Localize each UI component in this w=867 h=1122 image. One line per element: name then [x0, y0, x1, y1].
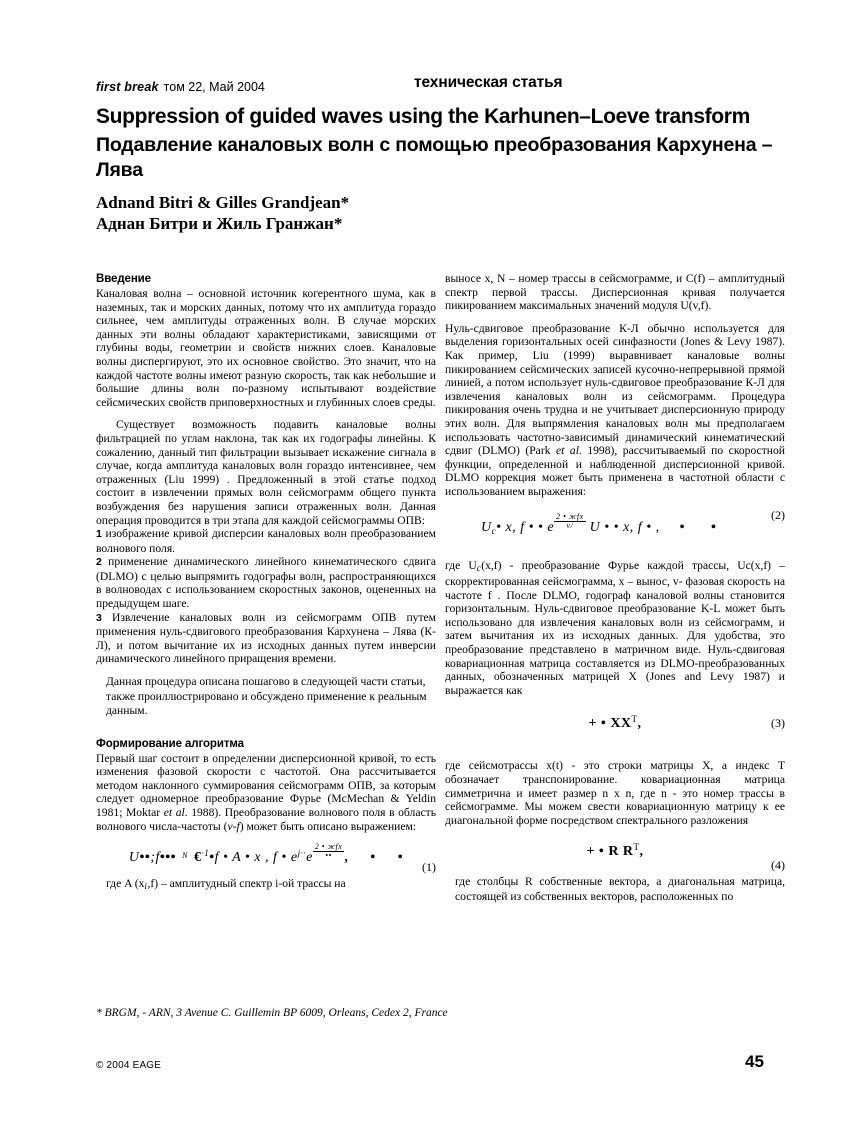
authors-english: Adnand Bitri & Gilles Grandjean* [96, 193, 350, 212]
paragraph [96, 752, 436, 834]
equation-2-body: $U_c•$ x, f • • e $\frac{\text{2 • жfx}}{v/}$ U • • x, f • , • • [481, 511, 717, 536]
equation-term: + • R R [586, 844, 634, 860]
list-item-number: 2 [96, 556, 102, 569]
section-kicker: техническая статья [414, 74, 563, 91]
list-item [96, 611, 436, 666]
fraction-numerator: 2 • жfx [556, 511, 584, 521]
authors-russian: Аднан Битри и Жиль Гранжан* [96, 214, 343, 233]
left-column [96, 272, 436, 894]
caption-text: ,f) – амплитудный спектр i-ой трассы на [147, 877, 346, 891]
paragraph-text: Нуль-сдвиговое преобразование К-Л обычно используется для выделения горизонтальных осей синфазности (Jones & Levy 1987). Как пример, Liu (1999) выравнивает каналовые волны пикированием сейсмических записей кусочно-непрерывной прямой линией, а потом использует нуль-сдвиговое преобразование К-Л для извлечения каналовых волн из сейсмограмм. Процедура пикирования очень трудна и не учитывает дисперсионную природу этих волн. Для выпрямления каналовых волн мы предполагаем использовать частотно-зависимый динамический кинематический сдвиг (DLMO) (Park [445, 321, 785, 458]
paragraph: выносе x, N – номер трассы в сейсмограмме, и C(f) – амплитудный спектр первой трассы. Дисперсионная кривая получается пикированием максимальных значений модуля U(v,f). [445, 272, 785, 313]
paragraph [445, 322, 785, 499]
journal-name: first break [96, 80, 159, 94]
equation-1-caption [106, 877, 436, 894]
list-item [96, 555, 436, 610]
paragraph-text: . 1988). Преобразование волнового поля в область волнового числа-частоты ( [96, 805, 436, 833]
equation-3-body [445, 713, 785, 731]
list-item-number: 3 [96, 611, 102, 624]
paragraph-emphasis: et al [556, 444, 579, 458]
fraction-denominator: v/ [566, 520, 574, 530]
paragraph-emphasis: v-f [227, 819, 240, 833]
list-item-number: 1 [96, 528, 102, 541]
paragraph-text: . 1998), рассчитываемый по скоростной функции, определенной и наблюденной дисперсионной кривой. DLMO коррекция может быть применена в частотной области с использованием выражения: [445, 444, 785, 498]
sum-upper-limit: N [182, 851, 188, 861]
paragraph-text: (x,f) - преобразование Фурье каждой трассы, Uc(x,f) – скорректированная сейсмограмма, x – вынос, v- фазовая скорость на частоте f . После DLMO, годограф каналовой волны становится горизонтальным. Нуль-сдвиговое преобразование K-L может быть использовано для извлечения каналовых волн из сейсмограмм, и затем вычитания их из исходных данных. Для удобства, это преобразование представлено в матричном виде. Нуль-сдвиговая ковариационная матрица составляется из DLMO-преобразованных данных, обозначенных матрицей X (Jones and Levy 1987) и выражается как [445, 558, 785, 697]
paragraph-text: ) может быть описано выражением: [239, 819, 417, 833]
fraction-numerator: 2 • жfx [314, 842, 343, 852]
paragraph-text: Первый шаг состоит в определении дисперсионной кривой, то есть изменения фазовой скорости с частотой. Она рассчитывается методом наклонного суммирования сейсмограмм ОПВ, за которым следует одномерное преобразование Фурье (McMechan & Yeldin 1981; Moktar [96, 751, 436, 819]
equation-term: • x, f • • e [496, 519, 555, 535]
equation-term: , [637, 716, 642, 732]
equation-term: f [155, 850, 160, 866]
equation-2 [445, 507, 785, 539]
equation-subscript: c [491, 525, 497, 536]
equation-4-body [445, 841, 785, 859]
paragraph: где сейсмотрассы x(t) - это строки матрицы X, а индекс T обозначает транспонирование. ковариационная матрица симметрична и имеет размер n x n, где n - это номер трассы в сейсмограмме. Мы можем свести ковариационную матрицу к ее диагональной форме посредством спектрального разложения [445, 759, 785, 827]
list-item-label: изображение кривой дисперсии каналовых волн преобразованием волнового поля. [96, 527, 436, 555]
list-item-label: Извлечение каналовых волн из сейсмограмм ОПВ путем применения нуль-сдвигового преобразования Кархунена – Лява (К-Л), и потом вычитание их из исходных данных путем инверсии динамического линейного приращения времени. [96, 610, 436, 666]
equation-4-number: (4) [771, 858, 785, 873]
footnote-affiliation: * BRGM, - ARN, 3 Avenue C. Guillemin BP 6009, Orleans, Cedex 2, France [96, 1007, 448, 1019]
equation-3 [445, 713, 785, 739]
list-item-label: применение динамического линейного кинематического сдвига (DLMO) с целью выпрямить годографы волн, распространяющихся в волноводах с использованием скоростных законов, оцененных на предыдущем шаге. [96, 555, 436, 611]
equation-4 [445, 841, 785, 873]
equation-1-body: U••;f••• N €$^{\cdot 1}$•f • A • x , f • $e^{j\cdot\cdot}e$ $\frac{\text{2 • жfx}}{••}$ , • • [128, 842, 404, 866]
equation-term: U • • x, f • , [589, 519, 660, 535]
equation-fraction [554, 513, 586, 530]
paragraph: Данная процедура описана пошагово в следующей части статьи, также проиллюстрировано и обсуждено применение к реальным данным. [106, 675, 427, 718]
paragraph-subscript: c [476, 562, 482, 573]
fraction-denominator: •• [325, 851, 332, 861]
paragraph: где столбцы R собственные вектора, а диагональная матрица, состоящей из собственных векторов, расположенных по [455, 875, 785, 903]
equation-1-number: (1) [422, 860, 436, 875]
equation-3-number: (3) [771, 716, 785, 731]
equation-superscript: T [633, 842, 640, 853]
heading-introduction: Введение [96, 273, 151, 285]
paragraph: Каналовая волна – основной источник когерентного шума, как в наземных, так и морских данных, потому что их амплитуда гораздо сильнее, чем амплитуды отраженных волн. В случае морских данных эти волны обладают характеристиками, зависящими от глубины воды, геометрии и свойств нижних слоев. Каналовые волны диспергируют, это их основное свойство. Это значит, что на каждой частоте волны имеют разную скорость, так как небольшие и большие длины волн по-разному испытывают воздействие сейсмических свойств приповерхностных и глубинных слоев среды. [96, 287, 436, 409]
title-russian: Подавление каналовых волн с помощью преобразования Кархунена – Лява [96, 134, 773, 181]
title-block [96, 103, 786, 183]
caption-text: где A (x [106, 877, 145, 891]
list-item [96, 527, 436, 555]
issue-info: том 22, Май 2004 [163, 80, 265, 94]
paragraph-text: где U [445, 558, 477, 572]
equation-term: U [481, 519, 492, 535]
caption-subscript: i [144, 881, 148, 892]
equation-term: f • A • x , f • e [214, 850, 298, 866]
equation-sum-limits [180, 852, 190, 860]
equation-term: + • XX [588, 716, 632, 732]
equation-1 [96, 842, 436, 875]
equation-fraction [313, 843, 345, 860]
title-english: Suppression of guided waves using the Karhunen–Loeve transform [96, 105, 750, 128]
footer-copyright: © 2004 EAGE [96, 1060, 162, 1071]
paragraph: Существует возможность подавить каналовые волны фильтрацией по углам наклона, так как их годографы линейны. К сожалению, данный тип фильтрации вызывает искажение сигнала в случае, когда амплитуда каналовых волн гораздо интенсивнее, чем отраженных (Liu 1999) . Предложенный в этой статье подход состоит в извлечении прямых волн сейсмограмм общего пункта возбуждения без нарушения записи отраженных волн. Данная операция проводится в три этапа для каждой сейсмограммы ОПВ: [96, 418, 436, 527]
equation-superscript: T [631, 714, 638, 725]
authors-block [96, 192, 696, 234]
equation-term: U [128, 850, 140, 866]
paragraph [445, 559, 785, 698]
paragraph-emphasis: et al [163, 805, 185, 819]
footer-page-number: 45 [745, 1052, 764, 1071]
heading-algorithm: Формирование алгоритма [96, 737, 244, 750]
right-column [445, 272, 785, 904]
equation-2-number: (2) [771, 507, 785, 522]
equation-term: , [639, 844, 644, 860]
